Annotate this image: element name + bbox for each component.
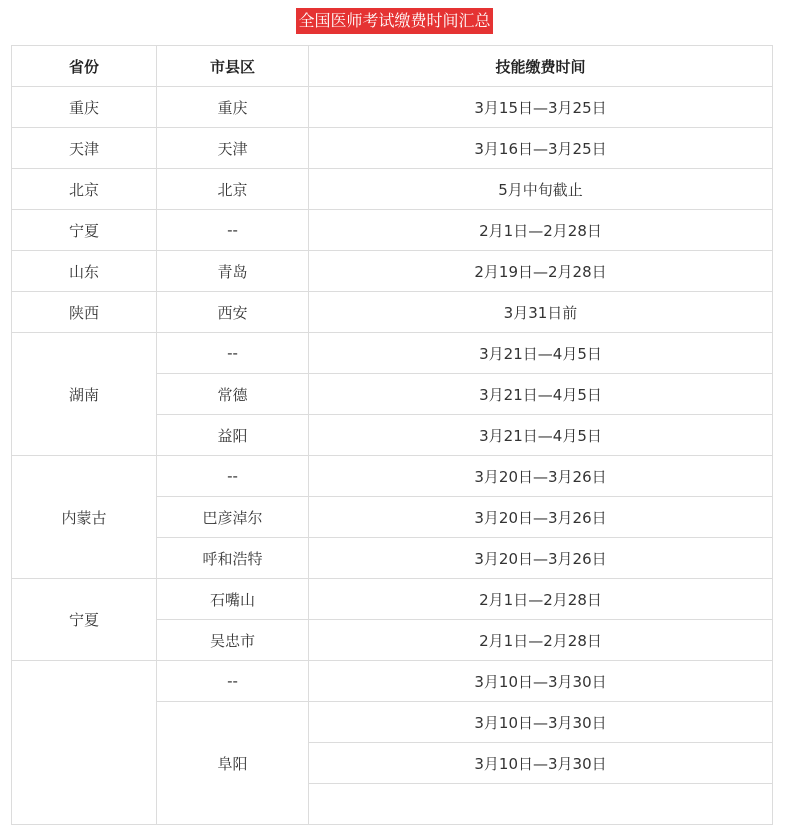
city-cell: 常德	[157, 374, 309, 415]
city-cell: 北京	[157, 169, 309, 210]
fee-time-cell: 3月10日—3月30日	[309, 702, 773, 743]
table-row	[12, 579, 773, 620]
province-cell: 湖南	[12, 333, 157, 456]
city-cell: 青岛	[157, 251, 309, 292]
province-cell: 宁夏	[12, 210, 157, 251]
province-cell: 重庆	[12, 87, 157, 128]
city-cell: 西安	[157, 292, 309, 333]
fee-time-cell: 3月10日—3月30日	[309, 661, 773, 702]
table-row	[12, 333, 773, 374]
province-cell: 北京	[12, 169, 157, 210]
fee-time-cell	[309, 784, 773, 825]
fee-time-cell: 3月15日—3月25日	[309, 87, 773, 128]
fee-time-cell: 3月21日—4月5日	[309, 333, 773, 374]
city-cell: 益阳	[157, 415, 309, 456]
header-province: 省份	[12, 46, 157, 87]
city-cell: 呼和浩特	[157, 538, 309, 579]
table-row	[12, 456, 773, 497]
page-title: 全国医师考试缴费时间汇总	[296, 8, 492, 34]
province-cell: 天津	[12, 128, 157, 169]
fee-schedule-table	[11, 45, 773, 825]
fee-time-cell: 2月1日—2月28日	[309, 620, 773, 661]
table-header-row	[12, 46, 773, 87]
city-cell: --	[157, 661, 309, 702]
city-cell: 天津	[157, 128, 309, 169]
city-cell: --	[157, 333, 309, 374]
fee-time-cell: 3月20日—3月26日	[309, 456, 773, 497]
table-row	[12, 661, 773, 702]
province-cell: 陕西	[12, 292, 157, 333]
fee-time-cell: 3月16日—3月25日	[309, 128, 773, 169]
fee-time-cell: 2月19日—2月28日	[309, 251, 773, 292]
header-city: 市县区	[157, 46, 309, 87]
table-row	[12, 292, 773, 333]
city-cell: 吴忠市	[157, 620, 309, 661]
province-cell	[12, 661, 157, 825]
province-cell: 内蒙古	[12, 456, 157, 579]
city-cell: 重庆	[157, 87, 309, 128]
fee-time-cell: 2月1日—2月28日	[309, 579, 773, 620]
header-fee-time: 技能缴费时间	[309, 46, 773, 87]
fee-time-cell: 3月20日—3月26日	[309, 497, 773, 538]
city-cell: 巴彦淖尔	[157, 497, 309, 538]
city-cell: 阜阳	[157, 702, 309, 825]
table-row	[12, 169, 773, 210]
city-cell: --	[157, 210, 309, 251]
table-row	[12, 128, 773, 169]
province-cell: 山东	[12, 251, 157, 292]
province-cell: 宁夏	[12, 579, 157, 661]
table-row	[12, 87, 773, 128]
table-row	[12, 251, 773, 292]
fee-time-cell: 3月21日—4月5日	[309, 374, 773, 415]
fee-time-cell: 3月21日—4月5日	[309, 415, 773, 456]
title-wrap	[0, 8, 789, 36]
fee-time-cell: 2月1日—2月28日	[309, 210, 773, 251]
city-cell: --	[157, 456, 309, 497]
fee-time-cell: 3月20日—3月26日	[309, 538, 773, 579]
city-cell: 石嘴山	[157, 579, 309, 620]
fee-time-cell: 3月31日前	[309, 292, 773, 333]
table-row	[12, 210, 773, 251]
fee-time-cell: 3月10日—3月30日	[309, 743, 773, 784]
fee-time-cell: 5月中旬截止	[309, 169, 773, 210]
